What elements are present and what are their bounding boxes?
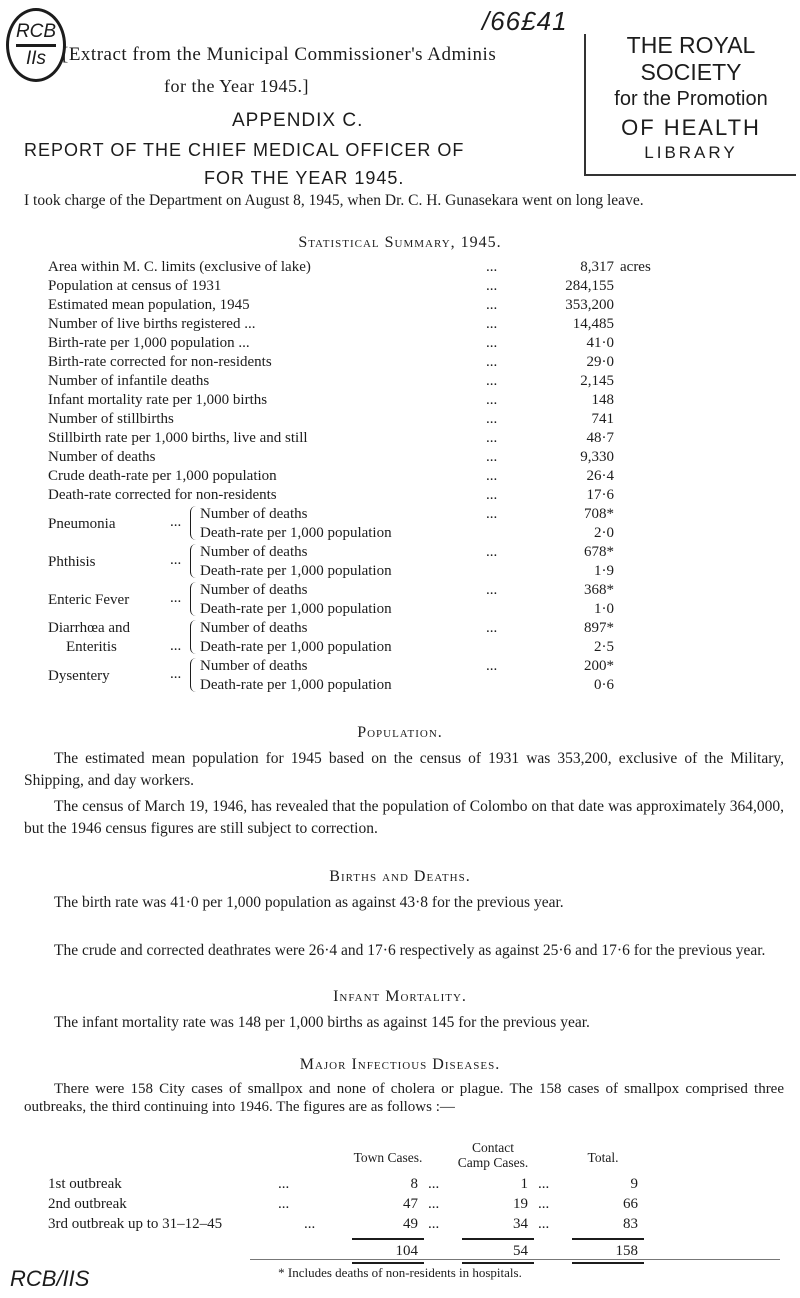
- disease-name: Dysentery: [48, 667, 110, 684]
- stat-value: 17·6: [586, 487, 614, 503]
- outbreak-totals-row: [48, 1234, 768, 1260]
- outbreak-table: [48, 1138, 768, 1260]
- stamp-text-iis: IIs: [25, 47, 47, 69]
- stat-value: 8,317: [580, 259, 614, 275]
- leader-dots: ...: [486, 354, 498, 370]
- leader-dots: ...: [428, 1176, 440, 1192]
- disease-name: Diarrhœa and Enteritis: [48, 620, 131, 655]
- leader-dots: ...: [486, 335, 498, 351]
- total-rule: [462, 1262, 534, 1264]
- extract-header-year: for the Year 1945.]: [164, 76, 309, 96]
- camp-cases: 34: [513, 1216, 528, 1232]
- stat-value: 9,330: [580, 449, 614, 465]
- sub-label-deaths: Number of deaths: [200, 620, 308, 636]
- report-year: FOR THE YEAR 1945.: [204, 168, 405, 188]
- stat-value: 353,200: [565, 297, 614, 313]
- sub-label-rate: Death-rate per 1,000 population: [200, 601, 392, 617]
- stat-row: [48, 448, 768, 467]
- sub-label-deaths: Number of deaths: [200, 658, 308, 674]
- leader-dots: ...: [538, 1196, 550, 1212]
- library-stamp-top-left: [6, 8, 66, 82]
- disease-deaths: 200*: [584, 658, 614, 674]
- brace: [190, 620, 198, 654]
- stat-row: [48, 258, 768, 277]
- library-stamp-top-right: [584, 34, 796, 176]
- leader-dots: ...: [170, 638, 182, 654]
- leader-dots: ...: [486, 278, 498, 294]
- leader-dots: ...: [486, 297, 498, 313]
- births-paragraph-1: The birth rate was 41·0 per 1,000 population as against 43·8 for the previous year.: [54, 894, 564, 911]
- leader-dots: ...: [538, 1216, 550, 1232]
- infant-paragraph: The infant mortality rate was 148 per 1,000 births as against 145 for the previous year.: [54, 1014, 590, 1031]
- intro-paragraph: I took charge of the Department on August 8, 1945, when Dr. C. H. Gunasekara went on long leave.: [24, 192, 644, 209]
- stat-row: [48, 277, 768, 296]
- leader-dots: ...: [170, 514, 182, 530]
- header-total: Total.: [587, 1150, 619, 1165]
- stamp-society-name: THE ROYAL SOCIETY: [626, 32, 756, 85]
- stat-row: [48, 315, 768, 334]
- leader-dots: ...: [278, 1196, 290, 1212]
- sub-label-rate: Death-rate per 1,000 population: [200, 677, 392, 693]
- disease-rate: 2·5: [594, 639, 614, 655]
- stat-label: Birth-rate per 1,000 population ...: [48, 335, 250, 351]
- disease-rate: 0·6: [594, 677, 614, 693]
- disease-row-dysentery: [48, 657, 768, 695]
- stat-row: [48, 372, 768, 391]
- leader-dots: ...: [304, 1216, 316, 1232]
- sub-label-rate: Death-rate per 1,000 population: [200, 563, 392, 579]
- town-cases-total: 104: [395, 1243, 418, 1259]
- total-rule: [352, 1262, 424, 1264]
- header-town-cases: Town Cases.: [353, 1150, 423, 1165]
- leader-dots: ...: [428, 1196, 440, 1212]
- stat-value: 741: [591, 411, 614, 427]
- sub-label-rate: Death-rate per 1,000 population: [200, 525, 392, 541]
- footnote: * Includes deaths of non-residents in hospitals.: [278, 1265, 522, 1280]
- appendix-title: APPENDIX C.: [232, 110, 364, 131]
- statistical-summary-heading: Statistical Summary, 1945.: [298, 234, 502, 251]
- stamp-promotion: for the Promotion: [614, 88, 768, 110]
- disease-row-pneumonia: [48, 505, 768, 543]
- stat-value: 284,155: [565, 278, 614, 294]
- births-deaths-heading: Births and Deaths.: [329, 868, 471, 885]
- brace: [190, 582, 198, 616]
- header-contact-camp: Contact Camp Cases.: [457, 1140, 529, 1170]
- outbreak-row: [48, 1174, 768, 1194]
- stat-row: [48, 353, 768, 372]
- stat-label: Birth-rate corrected for non-residents: [48, 354, 272, 370]
- disease-row-enteric-fever: [48, 581, 768, 619]
- leader-dots: ...: [538, 1176, 550, 1192]
- leader-dots: ...: [486, 316, 498, 332]
- leader-dots: ...: [170, 666, 182, 682]
- leader-dots: ...: [170, 590, 182, 606]
- disease-rate: 1·9: [594, 563, 614, 579]
- leader-dots: ...: [486, 411, 498, 427]
- stat-label: Area within M. C. limits (exclusive of lake): [48, 259, 311, 275]
- grand-total: 158: [615, 1243, 638, 1259]
- leader-dots: ...: [278, 1176, 290, 1192]
- total-cases: 83: [623, 1216, 638, 1232]
- total-cases: 9: [630, 1176, 638, 1192]
- stat-label: Crude death-rate per 1,000 population: [48, 468, 277, 484]
- disease-row-phthisis: [48, 543, 768, 581]
- leader-dots: ...: [486, 506, 498, 522]
- leader-dots: ...: [486, 449, 498, 465]
- outbreak-label: 3rd outbreak up to 31–12–45: [48, 1216, 223, 1232]
- stat-row: [48, 486, 768, 505]
- disease-deaths: 897*: [584, 620, 614, 636]
- stat-value: 2,145: [580, 373, 614, 389]
- stat-label: Number of infantile deaths: [48, 373, 210, 389]
- major-diseases-heading: Major Infectious Diseases.: [299, 1056, 501, 1073]
- disease-row-diarrhoea: [48, 619, 768, 657]
- leader-dots: ...: [486, 487, 498, 503]
- stamp-health: OF HEALTH: [621, 115, 761, 140]
- shelfmark-bottom-left: RCB/IIS: [10, 1266, 90, 1291]
- stat-label: Number of stillbirths: [48, 411, 174, 427]
- major-diseases-paragraph: There were 158 City cases of smallpox and none of cholera or plague. The 158 cases of smallpox comprised three outbreaks, the third continuing into 1946. The figures are as follows :—: [24, 1081, 784, 1115]
- camp-cases-total: 54: [513, 1243, 528, 1259]
- stat-row: [48, 296, 768, 315]
- total-cases: 66: [623, 1196, 638, 1212]
- total-rule: [572, 1238, 644, 1240]
- stat-value: 41·0: [586, 335, 614, 351]
- population-heading: Population.: [357, 724, 443, 741]
- report-title: REPORT OF THE CHIEF MEDICAL OFFICER OF: [24, 140, 465, 160]
- leader-dots: ...: [486, 658, 498, 674]
- sub-label-deaths: Number of deaths: [200, 544, 308, 560]
- outbreak-label: 2nd outbreak: [48, 1196, 127, 1212]
- stat-row: [48, 410, 768, 429]
- stat-value: 14,485: [572, 316, 614, 332]
- outbreak-row: [48, 1194, 768, 1214]
- stat-label: Population at census of 1931: [48, 278, 222, 294]
- outbreak-label: 1st outbreak: [48, 1176, 122, 1192]
- disease-deaths: 708*: [584, 506, 614, 522]
- brace: [190, 658, 198, 692]
- disease-name: Pneumonia: [48, 515, 116, 532]
- stat-row: [48, 429, 768, 448]
- population-paragraph-2: The census of March 19, 1946, has revealed that the population of Colombo on that date was approximately 364,000, but the 1946 census figures are still subject to correction.: [24, 798, 784, 837]
- total-rule: [462, 1238, 534, 1240]
- sub-label-rate: Death-rate per 1,000 population: [200, 639, 392, 655]
- town-cases: 47: [403, 1196, 418, 1212]
- disease-deaths: 678*: [584, 544, 614, 560]
- stamp-divider: [16, 44, 56, 47]
- disease-name: Enteric Fever: [48, 591, 130, 608]
- brace: [190, 544, 198, 578]
- town-cases: 8: [410, 1176, 418, 1192]
- disease-rate: 2·0: [594, 525, 614, 541]
- stat-value: 26·4: [586, 468, 614, 484]
- stat-label: Number of deaths: [48, 449, 156, 465]
- statistical-summary-table: [48, 258, 768, 695]
- disease-name: Phthisis: [48, 553, 96, 570]
- stat-row: [48, 467, 768, 486]
- disease-rate: 1·0: [594, 601, 614, 617]
- extract-header: [Extract from the Municipal Commissioner's Adminis: [62, 44, 497, 65]
- brace: [190, 506, 198, 540]
- stamp-library: LIBRARY: [644, 143, 738, 162]
- leader-dots: ...: [486, 259, 498, 275]
- total-rule: [352, 1238, 424, 1240]
- births-paragraph-2: The crude and corrected deathrates were 26·4 and 17·6 respectively as against 25·6 and 17·6 for the previous year.: [54, 942, 766, 959]
- accession-number: /66£41: [482, 6, 568, 36]
- camp-cases: 1: [520, 1176, 528, 1192]
- stat-unit: acres: [620, 259, 651, 275]
- sub-label-deaths: Number of deaths: [200, 582, 308, 598]
- stat-value: 148: [591, 392, 614, 408]
- stat-label: Stillbirth rate per 1,000 births, live and still: [48, 430, 308, 446]
- leader-dots: ...: [486, 544, 498, 560]
- stat-value: 29·0: [586, 354, 614, 370]
- stat-row: [48, 334, 768, 353]
- camp-cases: 19: [513, 1196, 528, 1212]
- leader-dots: ...: [170, 552, 182, 568]
- stat-label: Death-rate corrected for non-residents: [48, 487, 277, 503]
- stat-value: 48·7: [586, 430, 614, 446]
- outbreak-row: [48, 1214, 768, 1234]
- town-cases: 49: [403, 1216, 418, 1232]
- leader-dots: ...: [486, 468, 498, 484]
- sub-label-deaths: Number of deaths: [200, 506, 308, 522]
- stat-label: Estimated mean population, 1945: [48, 297, 250, 313]
- leader-dots: ...: [428, 1216, 440, 1232]
- population-paragraph-1: The estimated mean population for 1945 based on the census of 1931 was 353,200, exclusive of the Military, Shipping, and day workers.: [24, 750, 784, 789]
- outbreak-table-header: [48, 1138, 768, 1174]
- leader-dots: ...: [486, 582, 498, 598]
- leader-dots: ...: [486, 392, 498, 408]
- stat-label: Number of live births registered ...: [48, 316, 256, 332]
- stat-label: Infant mortality rate per 1,000 births: [48, 392, 268, 408]
- leader-dots: ...: [486, 373, 498, 389]
- stamp-text-rcb: RCB: [15, 20, 57, 42]
- infant-mortality-heading: Infant Mortality.: [333, 988, 467, 1005]
- leader-dots: ...: [486, 430, 498, 446]
- stat-row: [48, 391, 768, 410]
- disease-deaths: 368*: [584, 582, 614, 598]
- total-rule: [572, 1262, 644, 1264]
- leader-dots: ...: [486, 620, 498, 636]
- footnote-rule: [250, 1259, 780, 1260]
